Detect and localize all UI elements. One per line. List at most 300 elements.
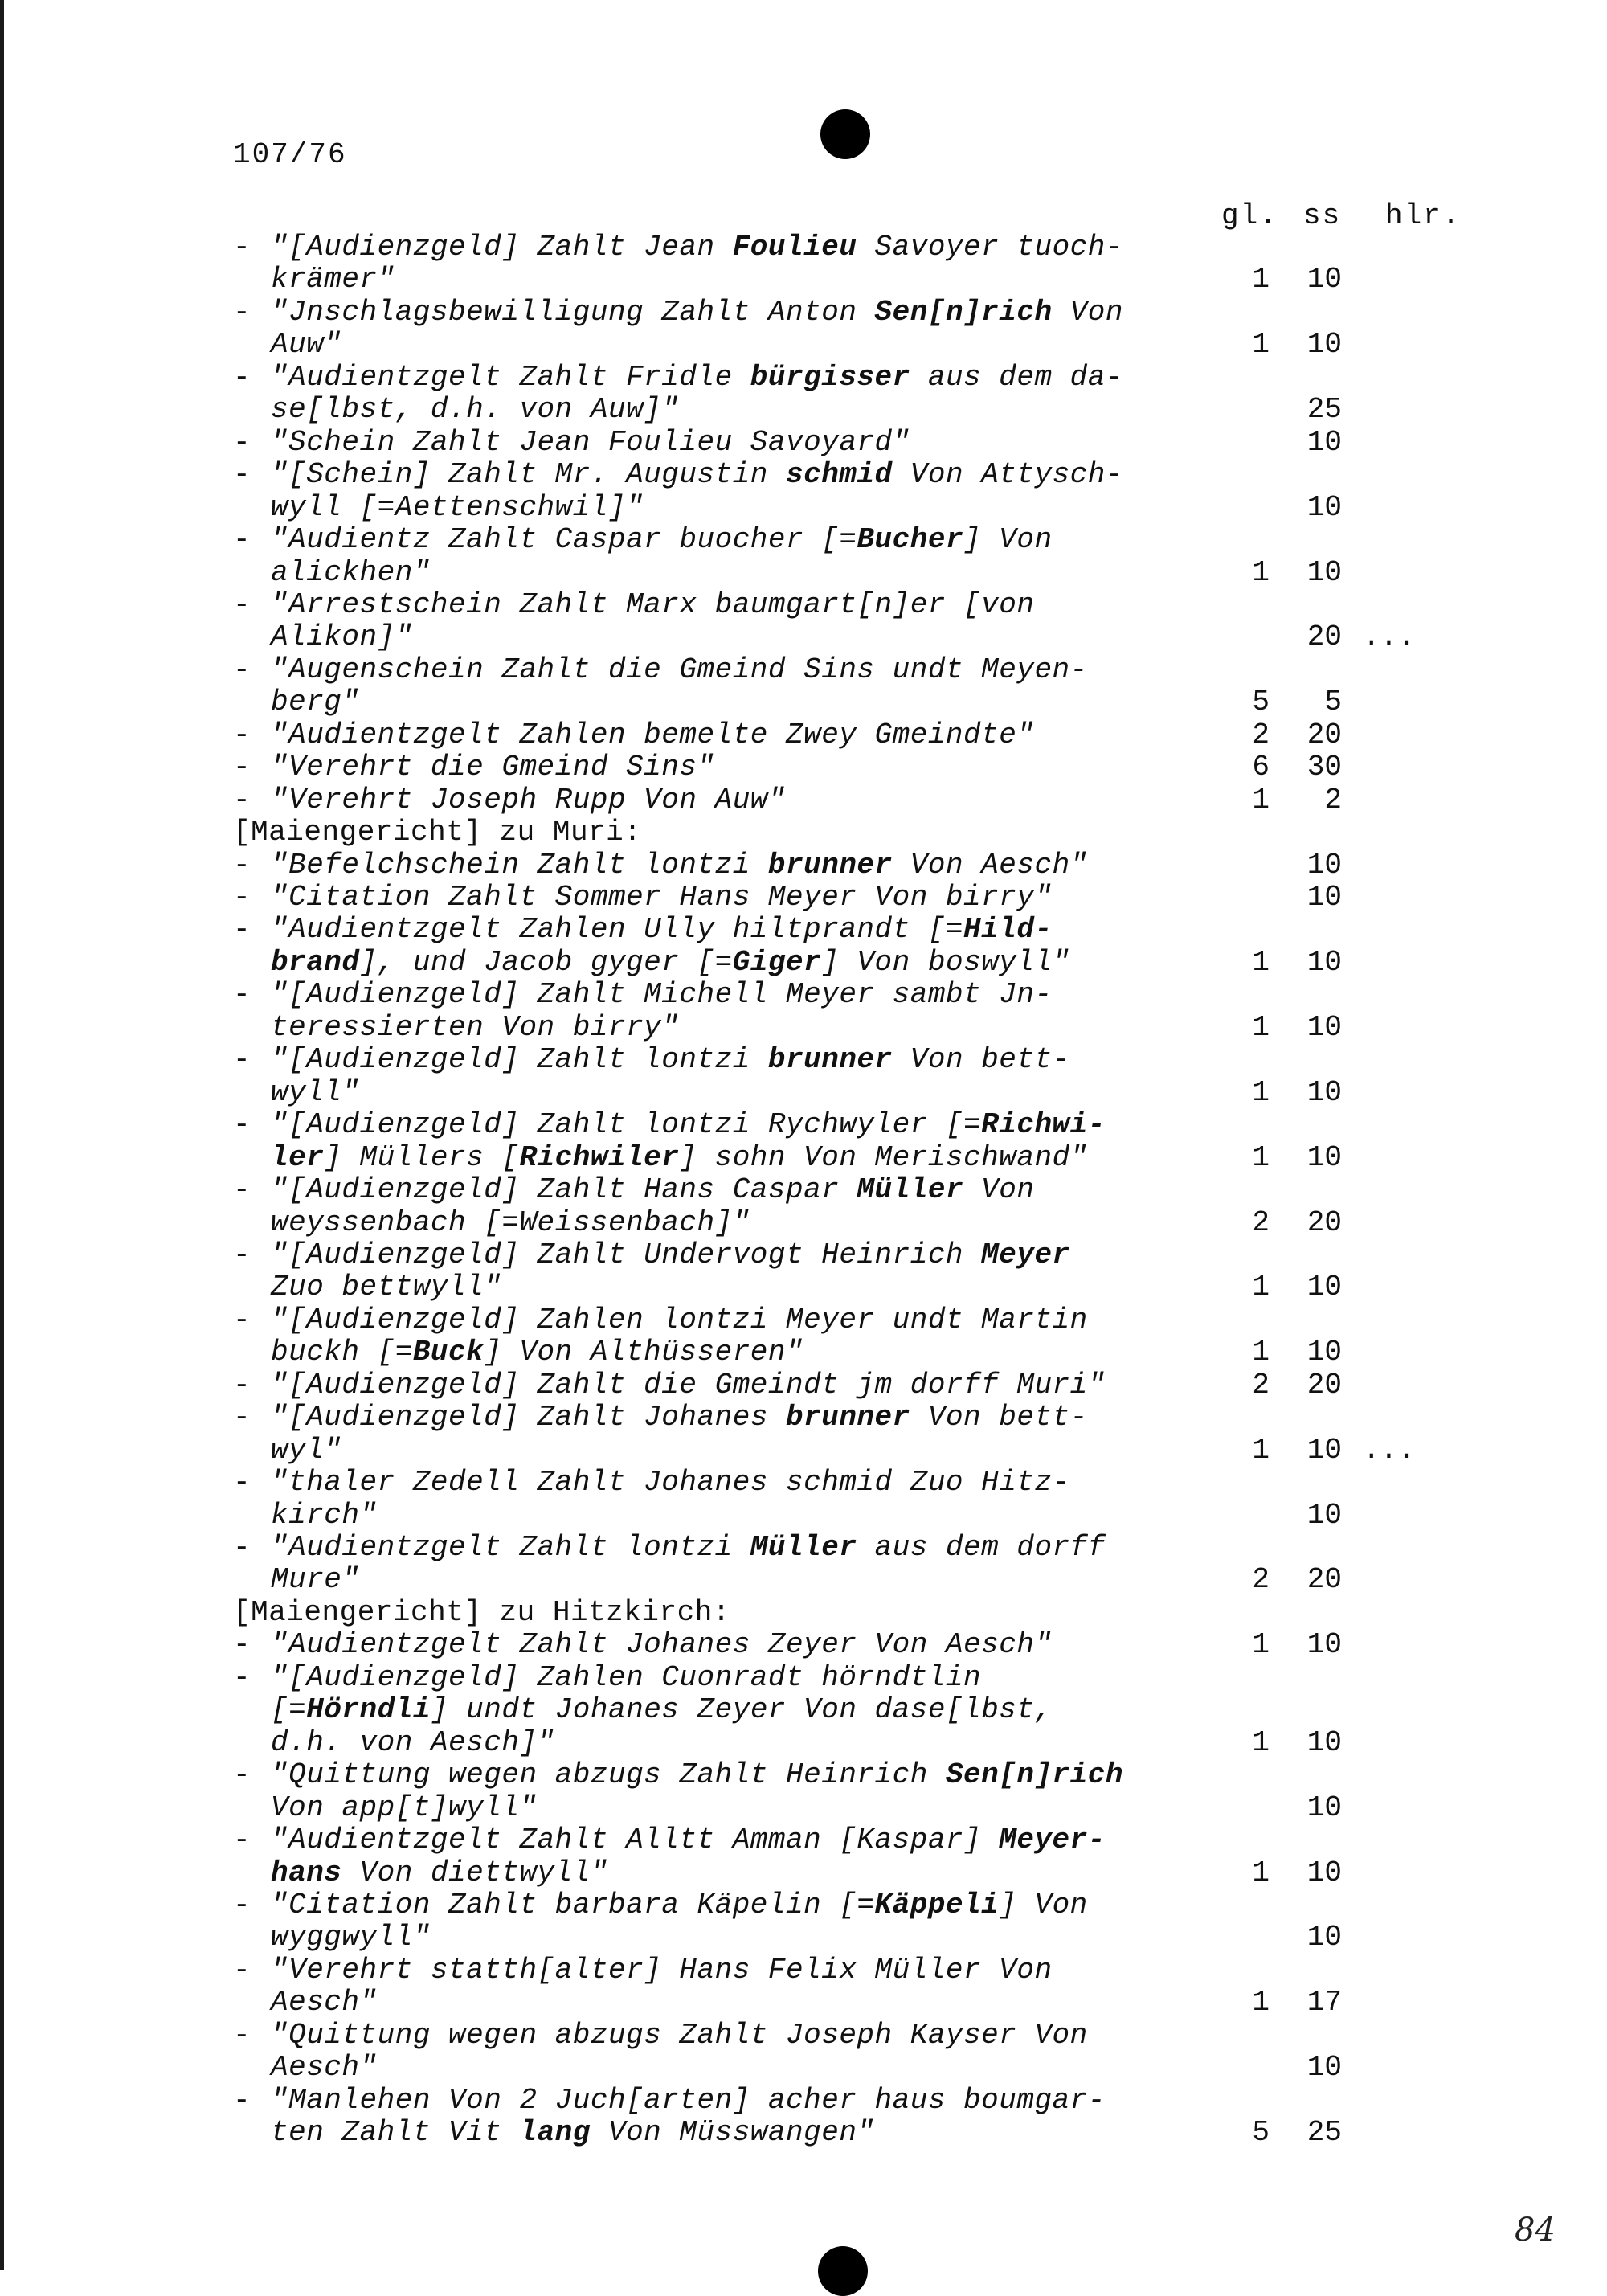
entry-dash: - [233,231,251,264]
entry-text-segment: [Maiengericht] zu Muri: [233,816,642,849]
entry-text [271,1500,378,1532]
ledger-line [0,1467,1607,1499]
ledger-line [0,2052,1607,2084]
amount-ss: 20 [1306,620,1342,654]
entry-text-segment: [Maiengericht] zu Hitzkirch: [233,1595,730,1629]
entry-name-bold: Meyer- [999,1823,1106,1857]
entry-text [271,947,1070,979]
amount-ss: 20 [1306,1563,1342,1597]
entry-text-segment: "[Audienzgeld] Zahlt Jean [271,231,733,264]
entry-dash: - [233,783,251,816]
entry-dash: - [233,1953,251,1987]
column-header-ss: ss [1303,199,1342,232]
entry-text [271,979,1053,1011]
amount-ss: 10 [1306,881,1342,914]
entry-text-segment: "[Audienzgeld] Zahlt die Gmeindt jm dorff Muri" [271,1368,1106,1402]
entry-dash: - [233,718,251,751]
entry-text-segment: "[Audienzgeld] Zahlt Johanes [271,1401,787,1434]
entry-text [271,654,1088,686]
ledger-line [0,1402,1607,1434]
entry-dash: - [233,913,251,947]
ledger-line [0,2085,1607,2117]
ledger-line [0,654,1607,686]
entry-text [233,816,641,849]
amount-ss: 10 [1306,490,1342,524]
entry-name-bold: Hild- [963,913,1053,947]
entry-dash: - [233,360,251,394]
entry-text [271,751,715,784]
ledger-line [0,882,1607,914]
entry-text-segment: ] sohn Von Merischwand" [679,1140,1088,1174]
entry-text-segment: "Arrestschein Zahlt Marx baumgart[n]er [von [271,587,1035,621]
amount-gl: 1 [1252,555,1270,589]
amount-ss: 10 [1306,2051,1342,2085]
entry-text-segment: ] Von boswyll" [821,945,1070,979]
entry-text-segment: "[Audienzgeld] Zahlt lontzi [271,1043,768,1077]
entry-name-bold: brunner [786,1401,910,1434]
entry-text-segment: "Citation Zahlt barbara Käpelin [= [271,1888,875,1922]
amount-gl: 2 [1252,1563,1270,1597]
entry-text [271,1207,750,1239]
entry-text [271,1727,555,1759]
entry-text-segment: wyll" [271,1075,360,1109]
ledger-line [0,1271,1607,1304]
amount-gl: 1 [1252,1140,1270,1174]
ledger-line [0,686,1607,718]
entry-name-bold: Hörndli [306,1693,431,1727]
entry-text-segment: wyggwyll" [271,1921,431,1954]
entry-text [271,1012,679,1044]
entry-dash: - [233,1368,251,1402]
entry-text-segment: "Quittung wegen abzugs Zahlt Joseph Kayser Von [271,2018,1088,2052]
amount-gl: 5 [1252,2116,1270,2150]
amount-gl: 1 [1252,1628,1270,1662]
entry-text-segment: ] Von [963,523,1053,557]
ledger-line [0,1207,1607,1239]
entry-text-segment: "Quittung wegen abzugs Zahlt Heinrich [271,1758,946,1792]
entry-text-segment: "Audientz Zahlt Caspar buocher [= [271,523,857,557]
entry-text [271,882,1053,914]
ledger-line [0,979,1607,1011]
ledger-line [0,1629,1607,1661]
entry-dash: - [233,1660,251,1694]
entry-text-segment: "Verehrt statth[alter] Hans Felix Müller Von [271,1953,1053,1987]
column-header-hlr: hlr. [1385,199,1462,232]
entry-name-bold: lang [519,2116,591,2150]
ledger-line [0,1239,1607,1271]
entry-text-segment: "Audientzgelt Zahlt Johanes Zeyer Von Aesch" [271,1628,1053,1662]
entry-text-segment: "Audientzgelt Zahlen Ully hiltprandt [= [271,913,964,947]
entry-text [271,686,360,718]
ledger-line [0,1500,1607,1532]
entry-name-bold: Giger [732,945,822,979]
amount-gl: 1 [1252,1271,1270,1304]
amount-ss: 10 [1306,945,1342,979]
entry-dash: - [233,458,251,492]
entry-name-bold: Müller [857,1173,964,1207]
ledger-line [0,264,1607,296]
entry-text [271,557,431,589]
ledger-line [0,2117,1607,2149]
entry-text-segment: Zuo bettwyll" [271,1271,502,1304]
ledger-line [0,1434,1607,1467]
ledger-line [0,1369,1607,1402]
entry-text-segment: [= [271,1693,307,1727]
amount-gl: 1 [1252,1336,1270,1369]
entry-name-bold: brunner [767,1043,893,1077]
entry-text-segment: ], und Jacob gyger [= [359,945,733,979]
amount-ss: 10 [1306,328,1342,362]
ledger-line [0,1532,1607,1564]
entry-text-segment: ] Von Althüsseren" [484,1336,804,1369]
document-number: 107/76 [233,138,347,171]
entry-text-segment: "Audientzgelt Zahlt Alltt Amman [Kaspar] [271,1823,1000,1857]
entry-text-segment: ] undt Johanes Zeyer Von dase[lbst, [430,1693,1053,1727]
ledger-line [0,297,1607,329]
entry-text-segment: se[lbst, d.h. von Auw]" [271,393,680,427]
entry-text [271,1077,360,1109]
entry-text-segment: Von [963,1173,1035,1207]
entry-text-segment: "[Audienzgeld] Zahlen Cuonradt hörndtlin [271,1660,982,1694]
entry-text [271,2117,875,2149]
entry-text [271,1954,1053,1987]
ledger-line [0,849,1607,882]
entry-text [271,231,1123,264]
entry-text-segment: Von diettwyll" [341,1856,608,1889]
entry-text-segment: "[Audienzgeld] Zahlt lontzi Rychwyler [= [271,1108,982,1142]
entry-text-segment: "[Audienzgeld] Zahlt Hans Caspar [271,1173,857,1207]
entry-name-bold: brand [271,945,360,979]
ledger-line [0,1954,1607,1987]
amount-ss: 25 [1306,2116,1342,2150]
entry-dash: - [233,425,251,459]
entry-text [271,394,679,426]
entry-text [271,2052,378,2084]
entry-text-segment: Mure" [271,1563,360,1597]
amount-ss: 10 [1306,1856,1342,1889]
entry-text-segment: Auw" [271,328,342,362]
ledger-line [0,459,1607,491]
entry-text-segment: teressierten Von birry" [271,1010,680,1044]
entry-text-segment: "Verehrt Joseph Rupp Von Auw" [271,783,787,816]
entry-dash: - [233,1888,251,1922]
amount-ss: 10 [1306,1336,1342,1369]
entry-dash: - [233,1303,251,1336]
ledger-line [0,1077,1607,1109]
entry-dash: - [233,523,251,557]
amount-ss: 10 [1306,1725,1342,1759]
entry-text [271,589,1034,621]
entry-text [271,621,413,653]
amount-gl: 1 [1252,1725,1270,1759]
amount-gl: 1 [1252,328,1270,362]
ledger-line [0,1142,1607,1174]
entry-text-segment: d.h. von Aesch]" [271,1725,555,1759]
entry-text [271,1792,538,1824]
entry-text-segment: "Befelchschein Zahlt lontzi [271,848,768,882]
entry-name-bold: Richwi- [981,1108,1106,1142]
ledger-line [0,1662,1607,1694]
ledger-line [0,947,1607,979]
entry-text-segment: wyll [=Aettenschwil]" [271,490,644,524]
entry-text [271,784,786,816]
amount-gl: 1 [1252,1433,1270,1467]
amount-ss: 10 [1306,1791,1342,1824]
entry-text [271,1336,804,1369]
entry-text-segment: Von Müsswangen" [590,2116,875,2150]
entry-dash: - [233,1628,251,1662]
amount-ss: 10 [1306,1271,1342,1304]
entry-text [271,264,395,296]
entry-text-segment: Von [1052,295,1123,329]
ledger-line [0,719,1607,751]
entry-text-segment: "[Audienzgeld] Zahlt Michell Meyer sambt Jn- [271,978,1053,1012]
entry-name-bold: brunner [767,848,893,882]
ledger-line [0,2020,1607,2052]
entry-text-segment: krämer" [271,263,395,297]
amount-ss: 10 [1306,848,1342,882]
amount-ss: 10 [1306,1140,1342,1174]
ledger-line [0,1044,1607,1076]
entry-dash: - [233,2018,251,2052]
entry-text [271,1694,1053,1726]
ledger-line [0,1336,1607,1369]
entry-text-segment: ten Zahlt Vit [271,2116,520,2150]
entry-text [271,1824,1106,1856]
entry-name-bold: Sen[n]rich [945,1758,1123,1792]
entry-text [271,1369,1106,1402]
entry-text [271,459,1123,491]
entry-text [271,1759,1123,1791]
amount-gl: 1 [1252,783,1270,816]
entry-dash: - [233,1758,251,1792]
amount-hlr: ... [1363,1433,1415,1467]
entry-text [271,1564,360,1596]
entry-text [271,1662,981,1694]
entry-text [271,1304,1088,1336]
ledger-line [0,1792,1607,1824]
entry-text-segment: Aesch" [271,1986,378,2020]
amount-ss: 30 [1306,751,1342,784]
entry-text-segment: "Augenschein Zahlt die Gmeind Sins undt Meyen- [271,653,1088,686]
entry-dash: - [233,1108,251,1142]
amount-ss: 10 [1306,263,1342,297]
ledger-line [0,231,1607,264]
ledger-line [0,1694,1607,1726]
amount-gl: 1 [1252,1986,1270,2020]
amount-gl: 1 [1252,1010,1270,1044]
entry-text-segment: "thaler Zedell Zahlt Johanes schmid Zuo Hitz- [271,1466,1070,1500]
entry-dash: - [233,1173,251,1207]
ledger-line [0,1727,1607,1759]
amount-ss: 2 [1324,783,1342,816]
entry-text [271,1174,1034,1206]
entry-name-bold: hans [271,1856,342,1889]
entry-text-segment: buckh [= [271,1336,413,1369]
entry-text-segment: Savoyer tuoch- [857,231,1123,264]
entry-dash: - [233,881,251,914]
entry-text [271,2085,1106,2117]
entry-text-segment: kirch" [271,1498,378,1532]
entry-text [271,1271,501,1304]
entry-text [271,362,1123,394]
amount-gl: 1 [1252,263,1270,297]
entry-text-segment: Von Attysch- [892,458,1123,492]
entry-text-segment: "Audientzgelt Zahlt lontzi [271,1531,750,1564]
ledger-line [0,1922,1607,1954]
entry-text-segment: Alikon]" [271,620,413,654]
amount-ss: 10 [1306,1010,1342,1044]
entry-name-bold: Sen[n]rich [874,295,1053,329]
entry-text [271,524,1053,556]
entry-text-segment: "Manlehen Von 2 Juch[arten] acher haus boumgar- [271,2083,1106,2117]
amount-gl: 5 [1252,686,1270,719]
amount-ss: 5 [1324,686,1342,719]
ledger-line [0,557,1607,589]
entry-text-segment: "Schein Zahlt Jean Foulieu Savoyard" [271,425,910,459]
entry-text-segment: Von bett- [892,1043,1070,1077]
ledger-line [0,589,1607,621]
entry-dash: - [233,653,251,686]
ledger-line [0,784,1607,816]
amount-ss: 10 [1306,1433,1342,1467]
entry-name-bold: ler [271,1140,325,1174]
amount-ss: 17 [1306,1986,1342,2020]
entry-text-segment: alickhen" [271,555,431,589]
entry-text [271,1142,1088,1174]
entry-text [271,427,910,459]
ledger-line [0,1012,1607,1044]
entry-text-segment: aus dem dorff [857,1531,1106,1564]
amount-ss: 10 [1306,555,1342,589]
entry-text [271,1889,1088,1922]
entry-name-bold: Foulieu [732,231,857,264]
ledger-line [0,1304,1607,1336]
entry-text-segment: wyl" [271,1433,342,1467]
entry-dash: - [233,1043,251,1077]
entry-dash: - [233,848,251,882]
amount-ss: 10 [1306,425,1342,459]
entry-text-segment: "Verehrt die Gmeind Sins" [271,751,715,784]
entry-text [271,1987,378,2019]
ledger-line [0,492,1607,524]
entry-text [271,1434,341,1467]
amount-ss: 10 [1306,1628,1342,1662]
entry-name-bold: Müller [750,1531,857,1564]
ledger-line [0,329,1607,361]
amount-ss: 25 [1306,393,1342,427]
amount-ss: 10 [1306,1075,1342,1109]
ledger-line [0,914,1607,946]
entry-dash: - [233,295,251,329]
entry-dash: - [233,751,251,784]
entry-text [271,492,644,524]
entry-name-bold: Käppeli [874,1888,1000,1922]
ledger-line [0,1109,1607,1141]
ledger-line [0,524,1607,556]
entry-text [271,1467,1070,1499]
amount-gl: 6 [1252,751,1270,784]
entry-text-segment: "Audientzgelt Zahlt Fridle [271,360,750,394]
entry-name-bold: Bucher [857,523,964,557]
amount-ss: 10 [1306,1921,1342,1954]
entry-text [271,1109,1106,1141]
entry-dash: - [233,1531,251,1564]
ledger-line [0,1987,1607,2019]
folio-number: 84 [1515,2212,1556,2249]
entry-text [271,1857,608,1889]
entry-text-segment: Aesch" [271,2051,378,2085]
amount-gl: 2 [1252,1368,1270,1402]
entry-dash: - [233,1823,251,1857]
entry-text-segment: Von Aesch" [892,848,1088,882]
ledger-line [0,1857,1607,1889]
amount-ss: 20 [1306,1205,1342,1239]
amount-gl: 1 [1252,1075,1270,1109]
ledger-line [0,1564,1607,1596]
entry-dash: - [233,2083,251,2117]
amount-gl: 1 [1252,1856,1270,1889]
entry-dash: - [233,978,251,1012]
amount-hlr: ... [1363,620,1415,654]
entry-text [271,1532,1106,1564]
ledger-line [0,621,1607,653]
entry-text-segment: "Citation Zahlt Sommer Hans Meyer Von birry" [271,881,1053,914]
entry-text [271,297,1123,329]
entry-text [271,1922,431,1954]
entry-text [271,1629,1053,1661]
amount-gl: 2 [1252,1205,1270,1239]
ledger-line [0,1889,1607,1922]
entry-text-segment: "[Schein] Zahlt Mr. Augustin [271,458,787,492]
ledger-line [0,751,1607,784]
column-header-gl: gl. [1221,199,1278,232]
entry-text [271,914,1053,946]
ledger-line [0,427,1607,459]
entry-text-segment: Von app[t]wyll" [271,1791,538,1824]
ledger-line [0,362,1607,394]
entry-text-segment: weyssenbach [=Weissenbach]" [271,1205,750,1239]
entry-dash: - [233,1238,251,1271]
ledger-line [0,1174,1607,1206]
entry-text [271,719,1034,751]
amount-ss: 10 [1306,1498,1342,1532]
entry-text-segment: Von bett- [910,1401,1088,1434]
entry-text [271,1239,1070,1271]
amount-gl: 1 [1252,945,1270,979]
entry-text [233,1597,730,1629]
entry-text [271,329,341,361]
entry-text-segment: ] Von [999,1888,1088,1922]
amount-gl: 2 [1252,718,1270,751]
entry-name-bold: schmid [786,458,893,492]
entry-text-segment: ] Müllers [ [324,1140,520,1174]
entry-text-segment: "Jnschlagsbewilligung Zahlt Anton [271,295,875,329]
ledger-line [0,1759,1607,1791]
section-heading [0,816,1607,849]
entry-text-segment: berg" [271,686,360,719]
section-heading [0,1597,1607,1629]
entry-text [271,1402,1088,1434]
entry-dash: - [233,1466,251,1500]
entry-text-segment: aus dem da- [910,360,1123,394]
amount-ss: 20 [1306,1368,1342,1402]
entry-name-bold: Richwiler [519,1140,680,1174]
entry-dash: - [233,587,251,621]
entry-text-segment: "Audientzgelt Zahlen bemelte Zwey Gmeindte" [271,718,1035,751]
entry-name-bold: bürgisser [750,360,910,394]
entry-dash: - [233,1401,251,1434]
